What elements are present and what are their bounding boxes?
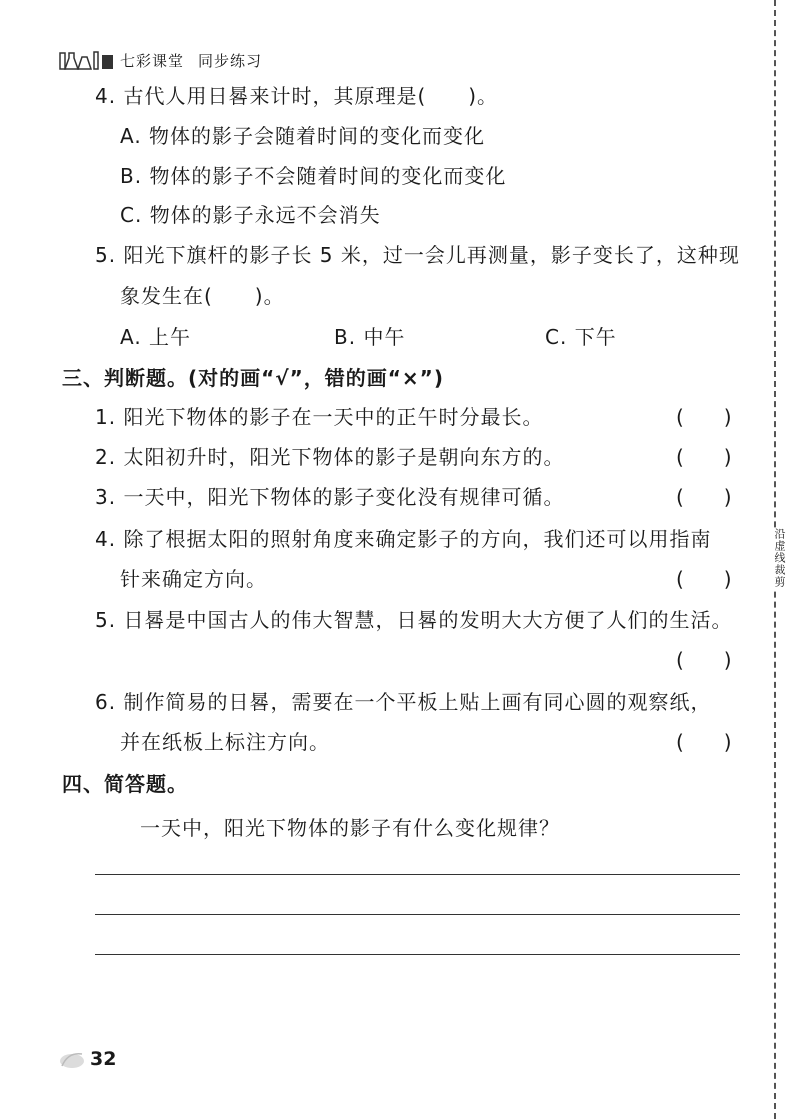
option-label: B. <box>334 325 357 349</box>
short-answer-question: 一天中，阳光下物体的影子有什么变化规律？ <box>140 816 560 840</box>
option-text: 物体的影子会随着时间的变化而变化 <box>149 124 486 148</box>
option-c <box>545 323 617 351</box>
option-label: C. <box>120 203 143 227</box>
answer-line[interactable] <box>95 914 740 915</box>
option-a <box>120 323 191 351</box>
item-text-line2: 针来确定方向。 <box>120 567 267 591</box>
series-name: 七彩课堂 <box>120 51 185 70</box>
item-text-line2: 并在纸板上标注方向。 <box>120 730 330 754</box>
item-text: 阳光下物体的影子在一天中的正午时分最长。 <box>123 405 544 429</box>
answer-parentheses[interactable]: ( ) <box>676 445 732 469</box>
answer-parentheses[interactable]: ( ) <box>676 405 732 429</box>
option-label: C. <box>545 325 568 349</box>
option-c <box>120 201 381 229</box>
answer-parentheses[interactable]: ( ) <box>676 485 732 509</box>
page-number: 32 <box>90 1048 117 1070</box>
judgment-item-1 <box>95 403 543 431</box>
item-number: 6. <box>95 690 117 714</box>
item-text-line1: 除了根据太阳的照射角度来确定影子的方向，我们还可以用指南 <box>123 527 712 551</box>
question-number: 5. <box>95 243 117 267</box>
option-text: 物体的影子不会随着时间的变化而变化 <box>149 164 507 188</box>
choice-question-4 <box>95 82 498 110</box>
question-stem-line1: 阳光下旗杆的影子长 5 米，过一会儿再测量，影子变长了，这种现 <box>123 243 740 267</box>
option-b <box>334 323 405 351</box>
answer-parentheses[interactable]: ( ) <box>676 730 732 754</box>
question-stem: 古代人用日晷来计时，其原理是( )。 <box>123 84 499 108</box>
answer-parentheses[interactable]: ( ) <box>676 648 732 672</box>
item-number: 5. <box>95 608 117 632</box>
lab-flask-logo-icon <box>58 49 116 71</box>
choice-question-5 <box>95 241 740 269</box>
section-3-title: 三、判断题。(对的画“√”，错的画“×”) <box>62 366 444 390</box>
item-number: 4. <box>95 527 117 551</box>
option-a <box>120 122 485 150</box>
leaf-decoration-icon <box>58 1046 88 1072</box>
option-label: B. <box>120 164 143 188</box>
page-header <box>58 48 262 72</box>
answer-line[interactable] <box>95 874 740 875</box>
page-footer <box>58 1046 116 1072</box>
item-number: 3. <box>95 485 117 509</box>
header-subtitle: 同步练习 <box>198 51 263 70</box>
cut-instruction: 沿虚线裁剪 <box>760 528 786 588</box>
judgment-item-5 <box>95 606 732 634</box>
option-text: 中午 <box>363 325 406 349</box>
item-text: 太阳初升时，阳光下物体的影子是朝向东方的。 <box>123 445 565 469</box>
judgment-item-2 <box>95 443 564 471</box>
answer-parentheses[interactable]: ( ) <box>676 567 732 591</box>
item-text: 一天中，阳光下物体的影子变化没有规律可循。 <box>123 485 565 509</box>
item-number: 1. <box>95 405 117 429</box>
item-text-line1: 制作简易的日晷，需要在一个平板上贴上画有同心圆的观察纸， <box>123 690 712 714</box>
judgment-item-4 <box>95 525 711 553</box>
option-text: 下午 <box>574 325 617 349</box>
option-text: 物体的影子永远不会消失 <box>149 203 381 227</box>
option-text: 上午 <box>149 325 192 349</box>
question-number: 4. <box>95 84 117 108</box>
option-label: A. <box>120 124 142 148</box>
answer-line[interactable] <box>95 954 740 955</box>
judgment-item-3 <box>95 483 564 511</box>
judgment-item-6 <box>95 688 711 716</box>
question-stem-line2: 象发生在( )。 <box>120 284 285 308</box>
option-b <box>120 162 506 190</box>
option-label: A. <box>120 325 142 349</box>
item-number: 2. <box>95 445 117 469</box>
item-text: 日晷是中国古人的伟大智慧，日晷的发明大大方便了人们的生活。 <box>123 608 733 632</box>
section-4-title: 四、简答题。 <box>62 772 188 796</box>
